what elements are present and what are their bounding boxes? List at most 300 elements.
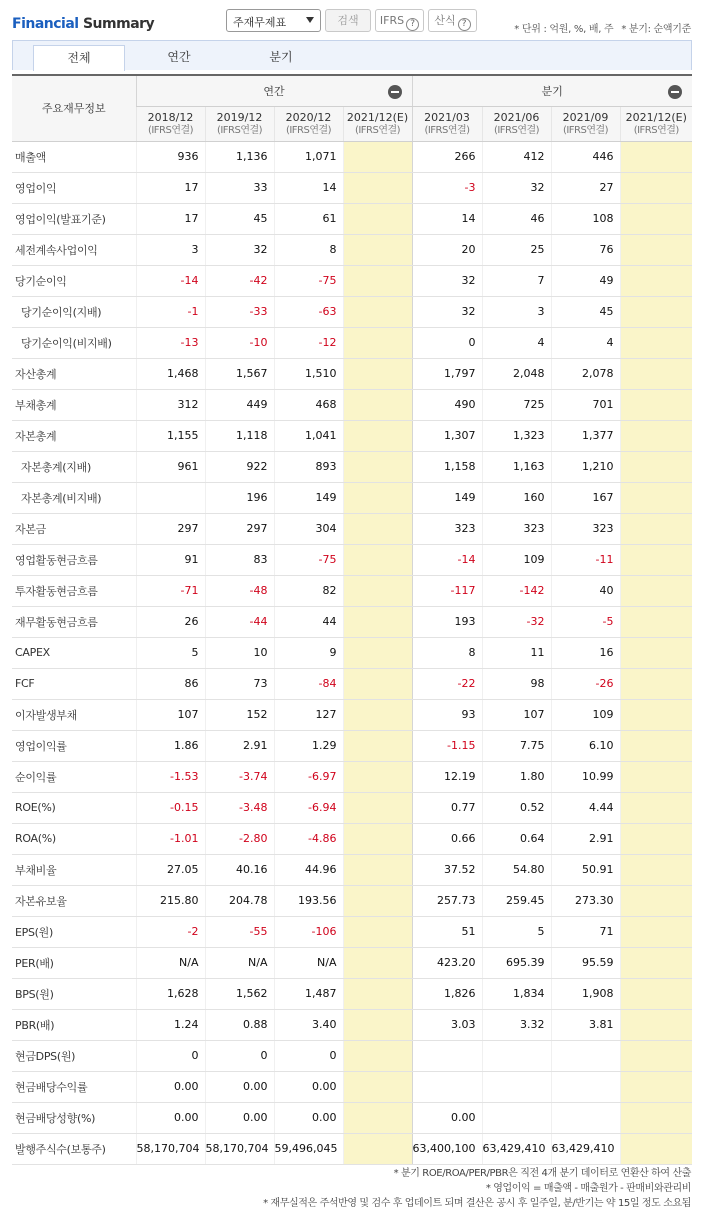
table-cell: 63,400,100	[412, 1133, 482, 1164]
table-cell: 12.19	[412, 761, 482, 792]
footnote: * 재무실적은 주석반영 및 검수 후 업데이트 되며 결산은 공시 후 일주일, 분/반기는 약 15일 정도 소요됨	[263, 1198, 691, 1209]
table-row	[12, 885, 692, 916]
page-title	[12, 16, 154, 32]
table-cell: -63	[274, 296, 343, 327]
table-cell: 8	[412, 637, 482, 668]
table-cell: 297	[136, 513, 205, 544]
table-cell: 108	[551, 203, 620, 234]
period-header	[136, 106, 205, 141]
corner-header: 주요재무정보	[12, 75, 136, 141]
table-cell: 51	[412, 916, 482, 947]
table-cell: 1,163	[482, 451, 551, 482]
table-cell: 961	[136, 451, 205, 482]
table-cell	[620, 482, 692, 513]
table-cell: -6.94	[274, 792, 343, 823]
table-cell	[343, 1133, 412, 1164]
period-basis: (IFRS연결)	[354, 124, 401, 136]
table-cell: 215.80	[136, 885, 205, 916]
table-row	[12, 234, 692, 265]
table-cell	[343, 482, 412, 513]
table-cell: 0	[205, 1040, 274, 1071]
table-cell	[620, 575, 692, 606]
table-cell: 0.00	[205, 1071, 274, 1102]
statement-select[interactable]	[226, 9, 321, 32]
table-cell: 273.30	[551, 885, 620, 916]
table-row	[12, 947, 692, 978]
table-cell: 107	[136, 699, 205, 730]
table-cell: -1.01	[136, 823, 205, 854]
table-cell: -75	[274, 265, 343, 296]
table-cell: 0	[136, 1040, 205, 1071]
table-cell: 1,826	[412, 978, 482, 1009]
period-header	[274, 106, 343, 141]
table-row	[12, 420, 692, 451]
period-header	[343, 106, 412, 141]
table-cell: 3	[482, 296, 551, 327]
row-label: 영업활동현금흐름	[12, 544, 136, 575]
period-basis: (IFRS연결)	[424, 124, 470, 136]
table-cell	[343, 296, 412, 327]
chevron-down-icon	[306, 17, 314, 23]
tab-quarter[interactable]: 분기	[269, 50, 293, 64]
row-label: 자산총계	[12, 358, 136, 389]
table-row	[12, 141, 692, 172]
table-cell: 54.80	[482, 854, 551, 885]
table-cell	[620, 885, 692, 916]
table-cell: 0.66	[412, 823, 482, 854]
table-cell: 95.59	[551, 947, 620, 978]
table-cell: -2	[136, 916, 205, 947]
table-cell: 1,487	[274, 978, 343, 1009]
table-cell	[343, 265, 412, 296]
table-cell: 1,155	[136, 420, 205, 451]
table-cell	[620, 1040, 692, 1071]
row-label: 자본금	[12, 513, 136, 544]
table-cell: 5	[482, 916, 551, 947]
table-cell: 3.40	[274, 1009, 343, 1040]
table-cell: 0	[274, 1040, 343, 1071]
table-row	[12, 482, 692, 513]
table-cell: 160	[482, 482, 551, 513]
table-cell: 0.00	[274, 1071, 343, 1102]
title-financial: Financial	[12, 16, 79, 32]
table-cell: 109	[551, 699, 620, 730]
table-cell: 7	[482, 265, 551, 296]
table-cell: -117	[412, 575, 482, 606]
table-cell	[343, 730, 412, 761]
table-row	[12, 513, 692, 544]
table-cell: 1,377	[551, 420, 620, 451]
table-cell: 1,797	[412, 358, 482, 389]
table-cell: 26	[136, 606, 205, 637]
table-cell: 9	[274, 637, 343, 668]
table-cell: 44.96	[274, 854, 343, 885]
table-row	[12, 203, 692, 234]
period-header	[551, 106, 620, 141]
table-cell	[620, 730, 692, 761]
table-cell: 93	[412, 699, 482, 730]
table-cell	[412, 1040, 482, 1071]
table-cell: 45	[205, 203, 274, 234]
table-cell: -42	[205, 265, 274, 296]
table-cell	[343, 1009, 412, 1040]
table-cell: 32	[412, 265, 482, 296]
table-row	[12, 296, 692, 327]
table-cell	[343, 761, 412, 792]
row-label: 자본유보율	[12, 885, 136, 916]
table-cell	[343, 513, 412, 544]
table-row	[12, 699, 692, 730]
period-basis: (IFRS연결)	[147, 124, 194, 136]
row-label: EPS(원)	[12, 916, 136, 947]
table-cell: -13	[136, 327, 205, 358]
table-row	[12, 978, 692, 1009]
table-cell	[620, 947, 692, 978]
statement-select-value: 주재무제표	[233, 16, 287, 29]
table-cell	[620, 358, 692, 389]
table-cell: 446	[551, 141, 620, 172]
table-cell	[343, 327, 412, 358]
table-cell	[136, 482, 205, 513]
table-cell: 1.29	[274, 730, 343, 761]
table-cell: 0.00	[274, 1102, 343, 1133]
table-cell	[343, 451, 412, 482]
table-cell	[620, 1071, 692, 1102]
table-cell	[620, 451, 692, 482]
table-row	[12, 606, 692, 637]
table-cell	[620, 1102, 692, 1133]
table-row	[12, 730, 692, 761]
table-cell: 4	[482, 327, 551, 358]
row-label: 영업이익률	[12, 730, 136, 761]
table-cell: 45	[551, 296, 620, 327]
table-cell: 109	[482, 544, 551, 575]
table-cell	[482, 1102, 551, 1133]
table-cell	[620, 296, 692, 327]
table-cell: 4	[551, 327, 620, 358]
table-row	[12, 265, 692, 296]
table-cell	[620, 172, 692, 203]
table-cell: 76	[551, 234, 620, 265]
table-cell	[343, 172, 412, 203]
table-cell: 323	[551, 513, 620, 544]
table-cell: 922	[205, 451, 274, 482]
table-cell: -12	[274, 327, 343, 358]
row-label: PBR(배)	[12, 1009, 136, 1040]
row-label: CAPEX	[12, 637, 136, 668]
table-cell: 259.45	[482, 885, 551, 916]
table-cell: -3.48	[205, 792, 274, 823]
table-cell: -3.74	[205, 761, 274, 792]
table-cell	[620, 327, 692, 358]
tab-all[interactable]: 전체	[33, 45, 125, 71]
table-cell: 1,041	[274, 420, 343, 451]
table-row	[12, 358, 692, 389]
table-cell: -1.15	[412, 730, 482, 761]
row-label: 자본총계	[12, 420, 136, 451]
table-cell: 4.44	[551, 792, 620, 823]
table-cell	[343, 978, 412, 1009]
table-cell: 1,158	[412, 451, 482, 482]
table-cell: 3.32	[482, 1009, 551, 1040]
unit-note: * 단위 : 억원, %, 배, 주	[514, 24, 614, 35]
table-cell	[482, 1071, 551, 1102]
table-cell	[620, 420, 692, 451]
table-cell	[620, 389, 692, 420]
table-cell: -71	[136, 575, 205, 606]
table-cell	[482, 1040, 551, 1071]
table-cell	[343, 1040, 412, 1071]
table-cell: 1,567	[205, 358, 274, 389]
table-cell: 63,429,410	[551, 1133, 620, 1164]
table-cell: -22	[412, 668, 482, 699]
table-cell: 14	[274, 172, 343, 203]
table-cell	[620, 823, 692, 854]
table-cell: 695.39	[482, 947, 551, 978]
table-cell	[343, 916, 412, 947]
table-cell: 71	[551, 916, 620, 947]
table-cell: -84	[274, 668, 343, 699]
table-cell: 1.80	[482, 761, 551, 792]
table-cell	[620, 916, 692, 947]
table-cell	[620, 1009, 692, 1040]
table-cell: -26	[551, 668, 620, 699]
period-date: 2020/12	[285, 110, 332, 124]
table-cell	[343, 792, 412, 823]
table-cell	[343, 1071, 412, 1102]
top-bar	[0, 0, 703, 40]
table-cell: 0.52	[482, 792, 551, 823]
row-label: 영업이익	[12, 172, 136, 203]
table-cell	[620, 234, 692, 265]
table-row	[12, 668, 692, 699]
table-row	[12, 575, 692, 606]
table-cell: 2.91	[551, 823, 620, 854]
table-cell: 63,429,410	[482, 1133, 551, 1164]
table-cell	[343, 141, 412, 172]
table-cell	[620, 792, 692, 823]
table-cell	[343, 854, 412, 885]
period-basis: (IFRS연결)	[493, 124, 540, 136]
table-cell: -2.80	[205, 823, 274, 854]
row-label: ROA(%)	[12, 823, 136, 854]
table-cell	[343, 699, 412, 730]
table-cell: 0.88	[205, 1009, 274, 1040]
table-cell: 0.00	[136, 1071, 205, 1102]
table-cell: -0.15	[136, 792, 205, 823]
table-cell: 1,510	[274, 358, 343, 389]
table-cell	[620, 699, 692, 730]
table-cell	[343, 637, 412, 668]
table-cell: 1,834	[482, 978, 551, 1009]
table-cell: 58,170,704	[136, 1133, 205, 1164]
period-header	[412, 106, 482, 141]
table-cell: 82	[274, 575, 343, 606]
table-cell	[620, 141, 692, 172]
table-cell	[343, 203, 412, 234]
table-cell: 50.91	[551, 854, 620, 885]
ifrs-help-button[interactable]	[375, 9, 424, 32]
table-cell: 91	[136, 544, 205, 575]
table-cell: 0.77	[412, 792, 482, 823]
table-cell: 1,118	[205, 420, 274, 451]
row-label: 현금배당성향(%)	[12, 1102, 136, 1133]
table-cell	[620, 1133, 692, 1164]
table-cell: -6.97	[274, 761, 343, 792]
period-date: 2021/06	[493, 110, 540, 124]
table-cell	[343, 606, 412, 637]
table-cell: -106	[274, 916, 343, 947]
table-cell	[412, 1071, 482, 1102]
table-cell: 3	[136, 234, 205, 265]
table-cell: -55	[205, 916, 274, 947]
tab-annual[interactable]: 연간	[167, 50, 191, 64]
period-basis: (IFRS연결)	[633, 124, 679, 136]
table-cell: -11	[551, 544, 620, 575]
table-row	[12, 1071, 692, 1102]
table-cell: 32	[205, 234, 274, 265]
table-row	[12, 172, 692, 203]
table-row	[12, 1133, 692, 1164]
row-label: 세전계속사업이익	[12, 234, 136, 265]
table-row	[12, 451, 692, 482]
search-button[interactable]: 검색	[325, 9, 371, 32]
table-cell: -75	[274, 544, 343, 575]
table-cell	[343, 1102, 412, 1133]
table-cell	[620, 854, 692, 885]
table-cell	[620, 265, 692, 296]
table-cell: 73	[205, 668, 274, 699]
table-cell: 14	[412, 203, 482, 234]
table-cell: -4.86	[274, 823, 343, 854]
table-cell: 98	[482, 668, 551, 699]
table-cell: 1,562	[205, 978, 274, 1009]
table-cell: 37.52	[412, 854, 482, 885]
table-cell: 490	[412, 389, 482, 420]
table-cell: 323	[482, 513, 551, 544]
table-cell: 412	[482, 141, 551, 172]
table-cell	[620, 978, 692, 1009]
annual-group-header	[136, 75, 412, 106]
row-label: 당기순이익	[12, 265, 136, 296]
row-label: PER(배)	[12, 947, 136, 978]
table-cell: 40	[551, 575, 620, 606]
table-cell	[343, 947, 412, 978]
table-cell	[343, 575, 412, 606]
financial-summary-table	[12, 74, 692, 1165]
table-cell: 33	[205, 172, 274, 203]
table-cell: 193	[412, 606, 482, 637]
table-cell: 7.75	[482, 730, 551, 761]
row-label: FCF	[12, 668, 136, 699]
table-cell	[343, 234, 412, 265]
question-icon: ?	[406, 18, 419, 31]
table-cell: 0.00	[205, 1102, 274, 1133]
row-label: 매출액	[12, 141, 136, 172]
table-cell: 8	[274, 234, 343, 265]
table-cell: -44	[205, 606, 274, 637]
table-cell: 2,048	[482, 358, 551, 389]
table-cell: N/A	[136, 947, 205, 978]
table-cell	[343, 420, 412, 451]
table-cell: 58,170,704	[205, 1133, 274, 1164]
table-row	[12, 544, 692, 575]
period-tabs	[12, 40, 692, 70]
row-label: ROE(%)	[12, 792, 136, 823]
table-cell: 893	[274, 451, 343, 482]
table-row	[12, 792, 692, 823]
table-cell: 257.73	[412, 885, 482, 916]
table-cell: 449	[205, 389, 274, 420]
row-label: 부채비율	[12, 854, 136, 885]
table-cell: 127	[274, 699, 343, 730]
period-date: 2021/09	[562, 110, 609, 124]
table-cell: 16	[551, 637, 620, 668]
row-label: 발행주식수(보통주)	[12, 1133, 136, 1164]
row-label: 현금배당수익률	[12, 1071, 136, 1102]
table-cell: 701	[551, 389, 620, 420]
table-cell: -14	[136, 265, 205, 296]
quarter-basis-note: * 분기: 순액기준	[621, 24, 691, 35]
table-cell: 32	[412, 296, 482, 327]
table-cell: -10	[205, 327, 274, 358]
collapse-quarter-icon[interactable]	[668, 85, 682, 99]
table-cell: N/A	[274, 947, 343, 978]
table-cell: 1,307	[412, 420, 482, 451]
table-row	[12, 327, 692, 358]
table-cell: 25	[482, 234, 551, 265]
formula-help-button[interactable]	[428, 9, 477, 32]
table-cell	[343, 668, 412, 699]
table-cell: -1	[136, 296, 205, 327]
table-cell: 0.00	[136, 1102, 205, 1133]
table-cell: 193.56	[274, 885, 343, 916]
table-cell: 5	[136, 637, 205, 668]
table-cell: -32	[482, 606, 551, 637]
period-date: 2019/12	[216, 110, 263, 124]
table-cell	[620, 761, 692, 792]
table-cell	[343, 885, 412, 916]
table-cell	[343, 823, 412, 854]
table-cell: 468	[274, 389, 343, 420]
table-cell: 0.00	[412, 1102, 482, 1133]
table-cell: 266	[412, 141, 482, 172]
table-cell: 0.64	[482, 823, 551, 854]
table-cell	[620, 606, 692, 637]
table-cell	[620, 544, 692, 575]
row-label: 순이익률	[12, 761, 136, 792]
table-row	[12, 389, 692, 420]
table-cell: 1.86	[136, 730, 205, 761]
table-cell	[343, 358, 412, 389]
table-row	[12, 1040, 692, 1071]
table-cell: 10.99	[551, 761, 620, 792]
collapse-annual-icon[interactable]	[388, 85, 402, 99]
quarter-group-label: 분기	[541, 84, 563, 98]
period-date: 2021/03	[424, 110, 470, 124]
table-cell	[551, 1071, 620, 1102]
table-cell: 3.81	[551, 1009, 620, 1040]
table-cell: 149	[412, 482, 482, 513]
table-cell: 27.05	[136, 854, 205, 885]
table-row	[12, 823, 692, 854]
table-cell: 32	[482, 172, 551, 203]
table-row	[12, 761, 692, 792]
annual-group-label: 연간	[263, 84, 285, 98]
table-cell	[620, 668, 692, 699]
footnote: * 영업이익 = 매출액 - 매출원가 - 판매비와관리비	[485, 1183, 691, 1194]
table-cell: 6.10	[551, 730, 620, 761]
